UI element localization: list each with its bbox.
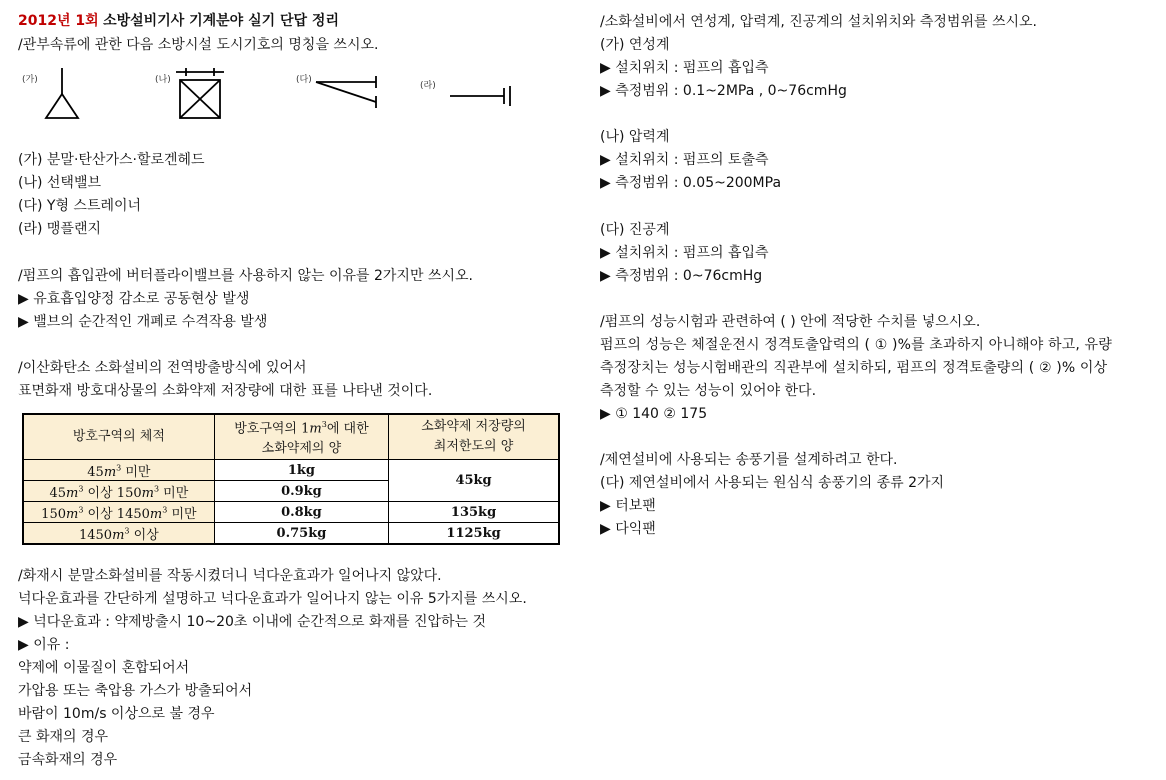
- q7-answer-2: ▶ 다익팬: [600, 521, 656, 537]
- q4-question-2: 넉다운효과를 간단하게 설명하고 넉다운효과가 일어나지 않는 이유 5가지를 쓰시오.: [18, 591, 527, 607]
- volume-cell: $45m^3$ 미만: [23, 460, 214, 481]
- q5-b-2: ▶ 측정범위 : 0.05~200MPa: [600, 175, 782, 191]
- q7-sub: (다) 제연설비에서 사용되는 원심식 송풍기의 종류 2가지: [600, 475, 945, 491]
- header-per-volume: 방호구역의 $1m^3$에 대한 소화약제의 양: [214, 414, 388, 460]
- q1-question: /관부속류에 관한 다음 소방시설 도시기호의 명칭을 쓰시오.: [18, 37, 379, 53]
- q7-question: /제연설비에 사용되는 송풍기를 설계하려고 한다.: [600, 452, 898, 468]
- table-header-row: [23, 414, 559, 460]
- volume-cell: $150m^3$ 이상 $1450m^3$ 미만: [23, 502, 214, 523]
- q7-answer-1: ▶ 터보팬: [600, 498, 656, 514]
- symbol-label-ga: (가): [22, 75, 38, 85]
- q4-reason-1: 약제에 이물질이 혼합되어서: [18, 660, 190, 676]
- q5-b-title: (나) 압력계: [600, 129, 670, 145]
- amount-cell: 0.75kg: [214, 523, 388, 544]
- blind-flange-icon: [446, 84, 518, 108]
- q5-question: /소화설비에서 연성계, 압력계, 진공계의 설치위치와 측정범위를 쓰시오.: [600, 14, 1037, 30]
- q1-answer-4: (라) 맹플랜지: [18, 221, 101, 237]
- q4-reason-5: 금속화재의 경우: [18, 752, 118, 768]
- header-minimum: 소화약제 저장량의 최저한도의 양: [389, 414, 559, 460]
- q5-a-title: (가) 연성계: [600, 37, 670, 53]
- triangle-head-icon: [40, 66, 84, 124]
- table-row: [23, 460, 559, 481]
- minimum-cell: 1125kg: [389, 523, 559, 544]
- symbol-label-da: (다): [296, 75, 312, 85]
- minimum-cell: 135kg: [389, 502, 559, 523]
- q5-c-2: ▶ 측정범위 : 0~76cmHg: [600, 268, 763, 284]
- volume-cell: $45m^3$ 이상 $150m^3$ 미만: [23, 481, 214, 502]
- symbol-label-na: (나): [155, 75, 171, 85]
- q4-reason-4: 큰 화재의 경우: [18, 729, 109, 745]
- minimum-cell: 45kg: [389, 460, 559, 502]
- q5-a-1: ▶ 설치위치 : 펌프의 흡입측: [600, 60, 769, 76]
- q6-body-1: 펌프의 성능은 체절운전시 정격토출압력의 ( ① )%를 초과하지 아니해야 하고, 유량: [600, 337, 1112, 353]
- page-title: [18, 12, 339, 30]
- q5-c-1: ▶ 설치위치 : 펌프의 흡입측: [600, 245, 769, 261]
- q6-question: /펌프의 성능시험과 관련하여 ( ) 안에 적당한 수치를 넣으시오.: [600, 314, 981, 330]
- q3-question: /이산화탄소 소화설비의 전역방출방식에 있어서: [18, 360, 307, 376]
- q1-answer-2: (나) 선택밸브: [18, 175, 101, 191]
- q4-reason-2: 가압용 또는 축압용 가스가 방출되어서: [18, 683, 253, 699]
- amount-cell: 0.9kg: [214, 481, 388, 502]
- q1-answer-1: (가) 분말·탄산가스·할로겐헤드: [18, 152, 205, 168]
- table-row: [23, 502, 559, 523]
- y-strainer-icon: [312, 72, 384, 112]
- q4-reason-3: 바람이 10m/s 이상으로 불 경우: [18, 706, 215, 722]
- exam-year: 2012년 1회: [18, 13, 99, 29]
- q5-b-1: ▶ 설치위치 : 펌프의 토출측: [600, 152, 769, 168]
- cross-box-valve-icon: [172, 66, 228, 124]
- q6-body-3: 측정할 수 있는 성능이 있어야 한다.: [600, 383, 817, 399]
- symbol-label-ra: (라): [420, 81, 436, 91]
- exam-title: 소방설비기사 기계분야 실기 단답 정리: [103, 13, 339, 29]
- q4-question: /화재시 분말소화설비를 작동시켰더니 넉다운효과가 일어나지 않았다.: [18, 568, 442, 584]
- q1-answer-3: (다) Y형 스트레이너: [18, 198, 142, 214]
- amount-cell: 0.8kg: [214, 502, 388, 523]
- amount-cell: 1kg: [214, 460, 388, 481]
- q6-body-2: 측정장치는 성능시험배관의 직관부에 설치하되, 펌프의 정격토출량의 ( ② )% 이상: [600, 360, 1108, 376]
- table-row: [23, 523, 559, 544]
- q2-answer-2: ▶ 밸브의 순간적인 개폐로 수격작용 발생: [18, 314, 268, 330]
- volume-cell: $1450m^3$ 이상: [23, 523, 214, 544]
- q2-answer-1: ▶ 유효흡입양정 감소로 공동현상 발생: [18, 291, 250, 307]
- q2-question: /펌프의 흡입관에 버터플라이밸브를 사용하지 않는 이유를 2가지만 쓰시오.: [18, 268, 473, 284]
- q6-answer: ▶ ① 140 ② 175: [600, 406, 708, 422]
- q5-c-title: (다) 진공계: [600, 222, 670, 238]
- header-volume: 방호구역의 체적: [23, 414, 214, 460]
- q5-a-2: ▶ 측정범위 : 0.1~2MPa , 0~76cmHg: [600, 83, 847, 99]
- q3-question-2: 표면화재 방호대상물의 소화약제 저장량에 대한 표를 나타낸 것이다.: [18, 383, 433, 399]
- q4-answer-1: ▶ 넉다운효과 : 약제방출시 10~20초 이내에 순간적으로 화재를 진압하는 것: [18, 614, 487, 630]
- co2-agent-table: [22, 413, 560, 545]
- q4-answer-2: ▶ 이유 :: [18, 637, 70, 653]
